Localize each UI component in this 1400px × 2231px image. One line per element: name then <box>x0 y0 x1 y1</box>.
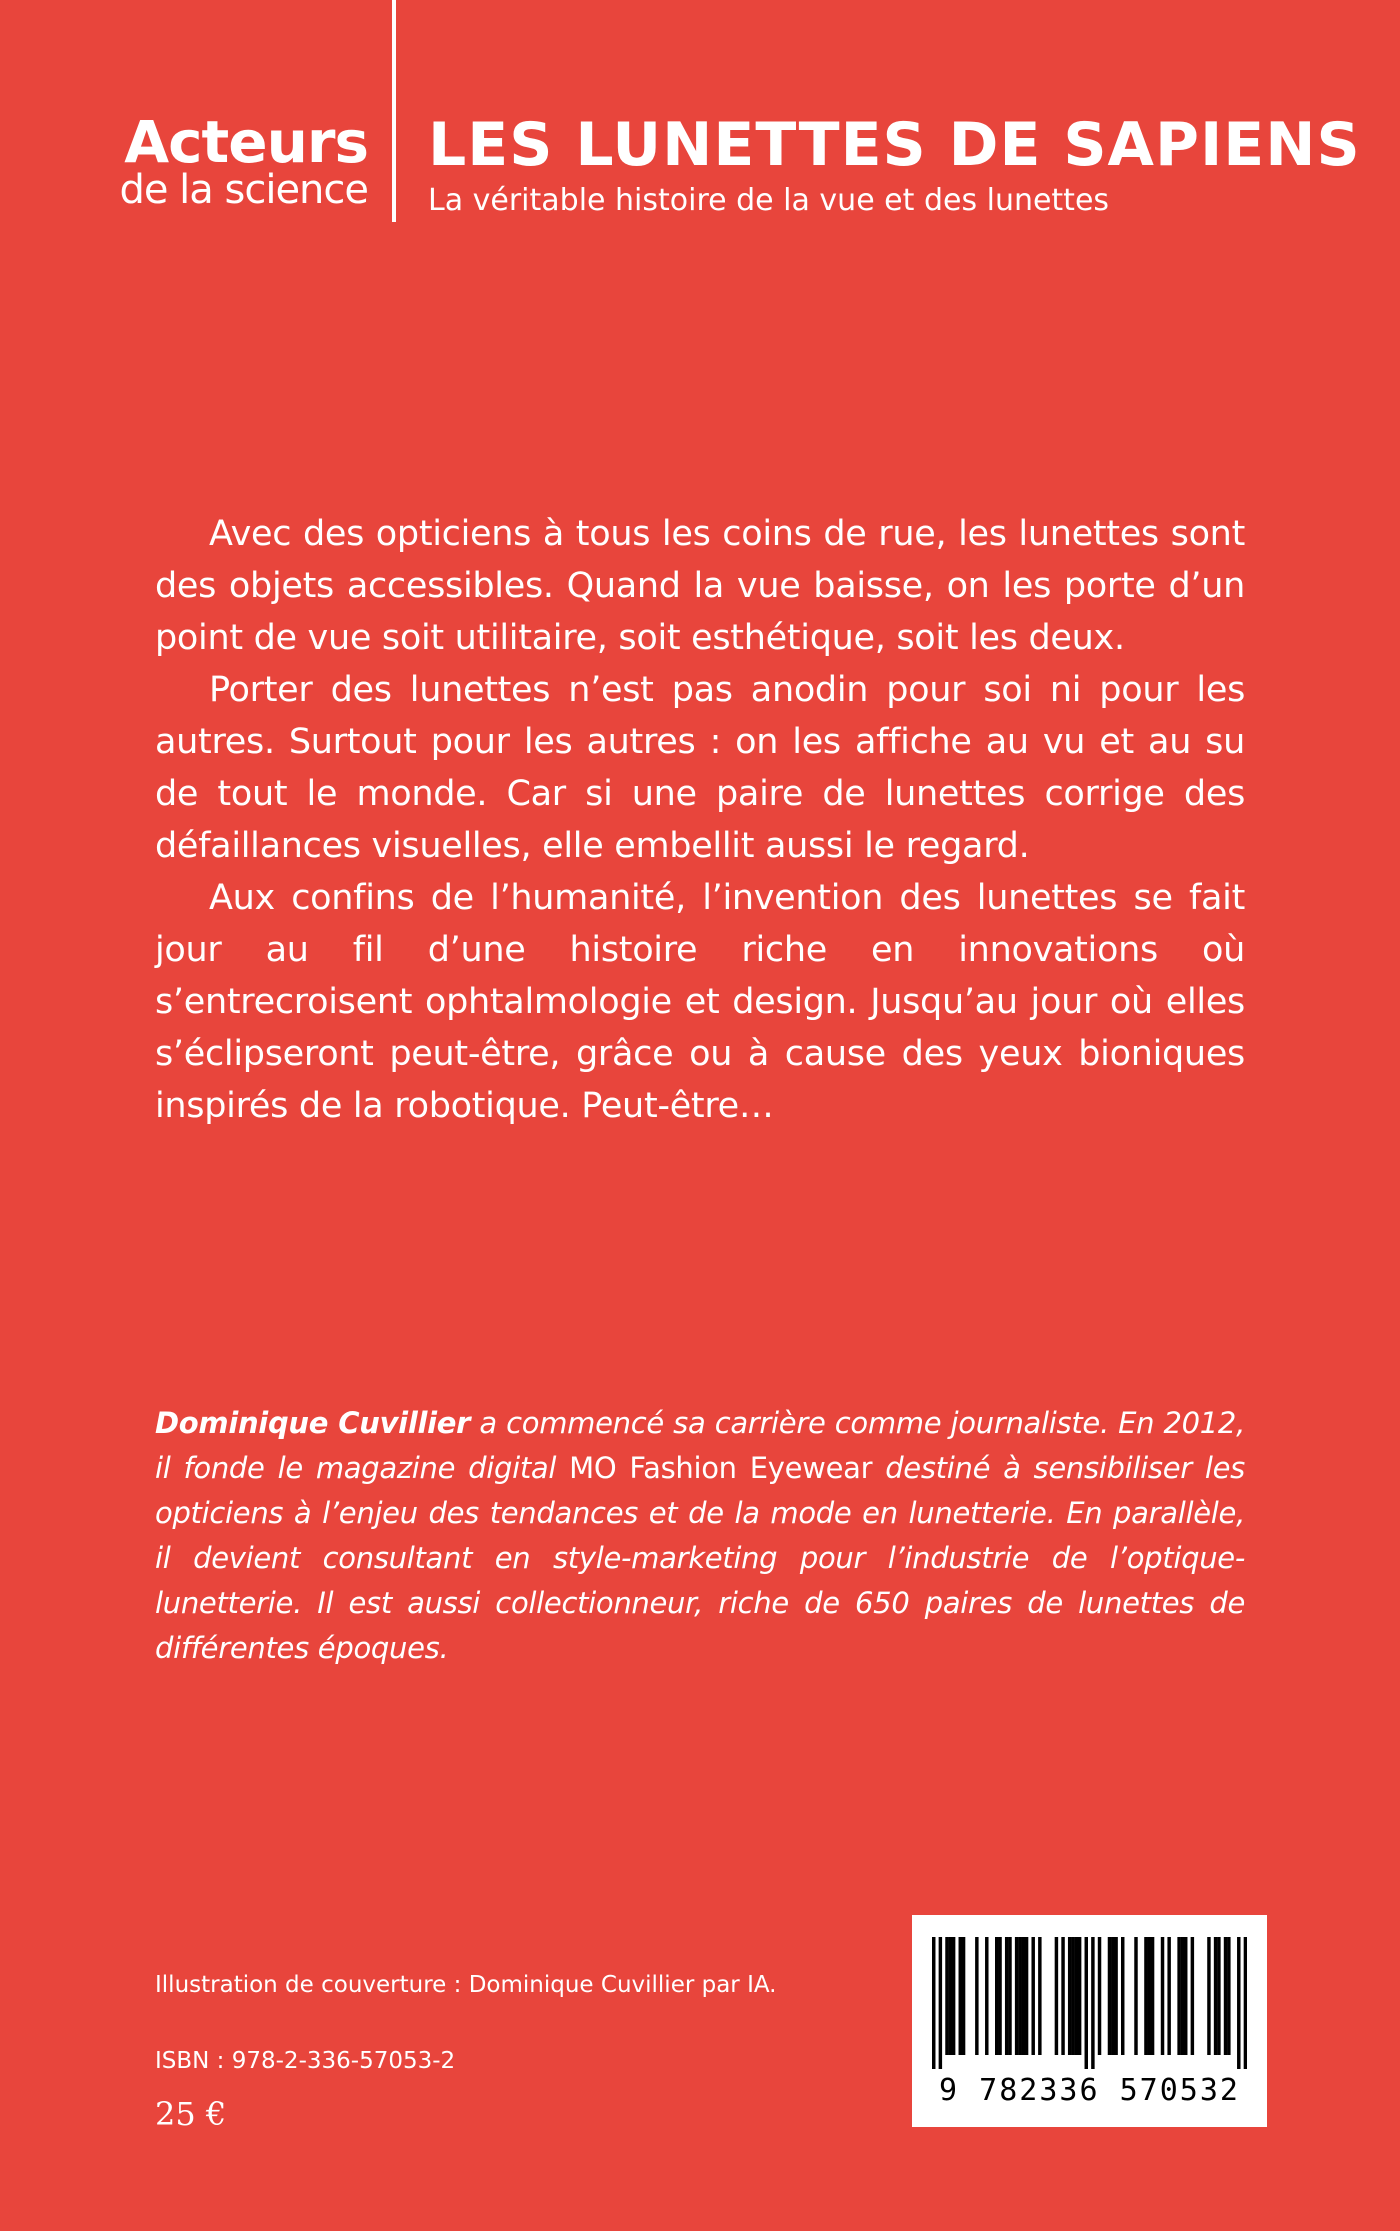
series-logo <box>90 108 368 213</box>
barcode-bar <box>959 1937 962 2055</box>
barcode-bars <box>932 1937 1247 2069</box>
barcode-bar <box>1031 1937 1034 2055</box>
barcode-bar <box>1068 1937 1071 2055</box>
barcode-bar <box>939 1937 942 2069</box>
bio-text-part2: destiné à sensibiliser les opticiens à l’enjeu des tendances et de la mode en lunetterie. En parallèle, il devient consultant en style-marketing pour l’industrie de l’optique-lunetterie. Il est aussi collectionneur, riche de 650 paires de lunettes de différentes époques. <box>155 1451 1245 1665</box>
barcode-bar <box>998 1937 1001 2055</box>
barcode-bar <box>1184 1937 1187 2055</box>
barcode-bar <box>1038 1937 1041 2055</box>
barcode-bar <box>1161 1937 1164 2055</box>
barcode-bar <box>1061 1937 1064 2055</box>
magazine-name: MO Fashion Eyewear <box>569 1451 873 1485</box>
barcode-bar <box>1151 1937 1154 2055</box>
barcode-bar <box>1181 1937 1184 2055</box>
barcode-bar <box>1005 1937 1008 2055</box>
barcode-bar <box>1144 1937 1147 2055</box>
barcode-bar <box>1018 1937 1021 2055</box>
series-name: Acteurs <box>124 108 368 176</box>
book-subtitle: La véritable histoire de la vue et des lunettes <box>428 183 1110 218</box>
barcode-bar <box>1111 1937 1114 2055</box>
blurb-paragraph: Porter des lunettes n’est pas anodin pour soi ni pour les autres. Surtout pour les autres : on les affiche au vu et au su de tout le monde. Car si une paire de lunettes corrige des défaillances visuelles, elle embellit aussi le regard. <box>155 670 1245 866</box>
barcode-bar <box>1121 1937 1124 2055</box>
barcode-bar <box>1217 1937 1220 2055</box>
price: 25 € <box>155 2095 227 2133</box>
barcode-bar <box>975 1937 978 2055</box>
barcode-bar <box>945 1937 948 2055</box>
barcode-bar <box>1191 1937 1194 2055</box>
barcode <box>912 1915 1267 2127</box>
isbn: ISBN : 978-2-336-57053-2 <box>155 2048 456 2074</box>
barcode-bar <box>1214 1937 1217 2055</box>
barcode-bar <box>1227 1937 1230 2055</box>
title-block <box>428 110 1361 220</box>
barcode-bar <box>1167 1937 1170 2055</box>
barcode-bar <box>1177 1937 1180 2055</box>
barcode-bar <box>1134 1937 1137 2055</box>
barcode-bar <box>1224 1937 1227 2055</box>
back-cover-blurb <box>155 508 1245 1132</box>
barcode-bar <box>1015 1937 1018 2055</box>
barcode-bar <box>1022 1937 1025 2055</box>
blurb-paragraph: Avec des opticiens à tous les coins de rue, les lunettes sont des objets accessibles. Quand la vue baisse, on les porte d’un point de vue soit utilitaire, soit esthétique, soit les deux. <box>155 514 1245 658</box>
barcode-bar <box>995 1937 998 2055</box>
book-title: LES LUNETTES DE SAPIENS <box>428 110 1361 180</box>
barcode-digits: 9 782336 570532 <box>939 2073 1240 2108</box>
barcode-bar <box>1091 1937 1094 2069</box>
barcode-bar <box>932 1937 935 2069</box>
barcode-bar <box>1085 1937 1088 2069</box>
barcode-bar <box>1244 1937 1247 2069</box>
author-bio <box>155 1401 1245 1671</box>
barcode-bar <box>1098 1937 1101 2055</box>
barcode-bar <box>1075 1937 1078 2055</box>
barcode-bar <box>1071 1937 1074 2055</box>
barcode-bar <box>1148 1937 1151 2055</box>
series-subtitle: de la science <box>119 167 368 213</box>
header-divider <box>392 0 396 222</box>
blurb-paragraph: Aux confins de l’humanité, l’invention des lunettes se fait jour au fil d’une histoire riche en innovations où s’entrecroisent ophtalmologie et design. Jusqu’au jour où elles s’éclipseront peut-être, grâce ou à cause des yeux bioniques inspirés de la robotique. Peut-être… <box>155 878 1245 1126</box>
barcode-bar <box>1078 1937 1081 2055</box>
barcode-bar <box>1025 1937 1028 2055</box>
barcode-bar <box>1055 1937 1058 2055</box>
barcode-bar <box>1237 1937 1240 2069</box>
barcode-bar <box>1114 1937 1117 2055</box>
barcode-bar <box>962 1937 965 2055</box>
barcode-bar <box>949 1937 952 2055</box>
illustration-credit: Illustration de couverture : Dominique Cuvillier par IA. <box>155 1972 777 1998</box>
barcode-bar <box>952 1937 955 2055</box>
barcode-bar <box>1008 1937 1011 2055</box>
barcode-bar <box>1207 1937 1210 2055</box>
barcode-bar <box>1108 1937 1111 2055</box>
author-name: Dominique Cuvillier <box>155 1406 471 1440</box>
bio-text-part1: a commencé sa carrière comme journaliste. En 2012, il fonde le magazine digital <box>155 1406 1245 1485</box>
barcode-bar <box>985 1937 988 2055</box>
